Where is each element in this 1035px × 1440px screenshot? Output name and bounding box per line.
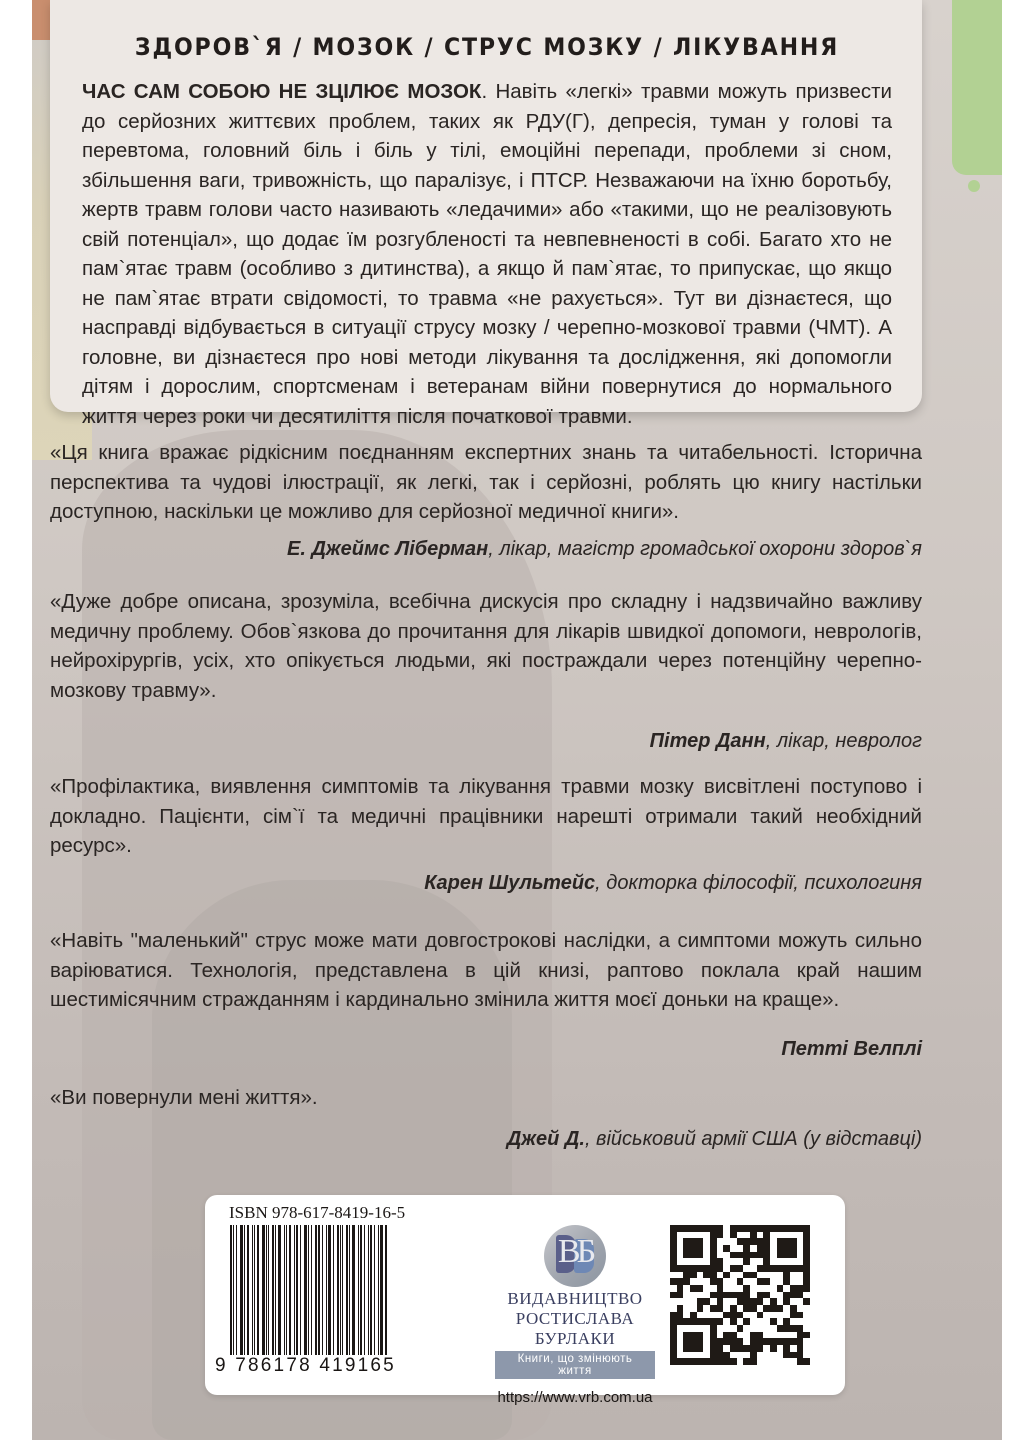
reviewer-name: Карен Шультейс <box>424 871 596 894</box>
reviewer-role: , військовий армії США (у відставці) <box>584 1127 922 1150</box>
blurb-card <box>50 0 922 428</box>
publisher-logo-icon: ВБ <box>544 1225 606 1287</box>
review-1 <box>50 438 922 563</box>
review-quote: «Ви повернули мені життя». <box>50 1086 318 1109</box>
decorative-paint-green <box>952 0 1002 175</box>
review-2 <box>50 587 922 755</box>
reviewer-name: Петті Велплі <box>781 1037 922 1060</box>
decorative-paint-drop <box>968 180 980 192</box>
review-attribution <box>50 869 922 897</box>
review-quote: «Навіть "маленький" струс може мати довгострокові наслідки, а симптоми можуть сильно варіюватися. Технологія, представлена в цій книзі, раптово поклала край нашим шестимісячним стражданням і кардинально змінила життя моєї доньки на краще». <box>50 929 922 1011</box>
publisher-url[interactable]: https://www.vrb.com.ua <box>497 1389 653 1406</box>
review-attribution <box>50 535 922 563</box>
reviewer-name: Пітер Данн <box>649 730 766 752</box>
barcode-digits: 9 786178 419165 <box>215 1355 396 1376</box>
blurb-text <box>82 77 892 431</box>
publisher-name-line1: ВИДАВНИЦТВО <box>507 1289 643 1308</box>
barcode-icon <box>230 1225 390 1365</box>
review-attribution <box>50 1125 922 1153</box>
reviewer-role: , лікар, невролог <box>765 730 922 752</box>
blurb-lead: ЧАС САМ СОБОЮ НЕ ЗЦІЛЮЄ МОЗОК <box>82 80 482 103</box>
review-attribution <box>50 727 922 755</box>
publisher-name-line2: РОСТИСЛАВА БУРЛАКИ <box>515 1309 635 1348</box>
review-4 <box>50 926 922 1063</box>
reviewer-name: Джей Д. <box>506 1127 585 1150</box>
publisher-block <box>495 1225 655 1406</box>
reviewer-role: , лікар, магістр громадської охорони здоров`я <box>488 537 922 560</box>
review-quote: «Ця книга вражає рідкісним поєднанням експертних знань та читабельності. Історична перспектива та чудові ілюстрації, як легкі, так і серйозні, роблять цю книгу настільки доступною, наскільки це можливо для серйозної медичної книги». <box>50 441 922 523</box>
isbn-panel <box>205 1195 845 1406</box>
publisher-slogan: Книги, що змінюють життя <box>495 1351 655 1379</box>
isbn-label: ISBN 978-617-8419-16-5 <box>229 1203 406 1222</box>
reviewer-role: , докторка філософії, психологиня <box>595 871 922 894</box>
review-quote: «Дуже добре описана, зрозуміла, всебічна дискусія про складну і надзвичайно важливу медичну проблему. Обов`язкова до прочитання для лікарів швидкої допомоги, неврологів, нейрохірургів, усіх, хто опікується людьми, які постраждали через потенційну черепно-мозкову травму». <box>50 590 922 702</box>
reviewer-name: Е. Джеймс Ліберман <box>287 537 489 560</box>
review-attribution <box>50 1035 922 1063</box>
review-quote: «Профілактика, виявлення симптомів та лікування травми мозку висвітлені поступово і докладно. Пацієнти, сім`ї та медичні працівники нарешті отримали такий необхідний ресурс». <box>50 775 922 857</box>
qr-code-icon[interactable] <box>670 1225 810 1365</box>
blurb-body: . Навіть «легкі» травми можуть призвести до серйозних життєвих проблем, таких як РДУ(Г), депресія, туман у голові та перевтома, головний біль і біль у тілі, емоційні перепади, проблеми зі сном, збільшення ваги, тривожність, що паралізує, і ПТСР. Незважаючи на їхню боротьбу, жертв травм голови часто називають «ледачими» або «такими, що не реалізовують свій потенціал», що додає їм розгубленості та невпевненості в собі. Багато хто не пам`ятає травм (особливо з дитинства), а якщо й пам`ятає, то припускає, що якщо не пам`ятає втрати свідомості, то травма «не рахується». Тут ви дізнаєтеся, що насправді відбувається в ситуації струсу мозку / черепно-мозкової травми (ЧМТ). А головне, ви дізнаєтеся про нові методи лікування та дослідження, які допомогли дітям і дорослим, спортсменам і ветеранам війни повернутися до нормального життя через роки чи десятиліття після початкової травми. <box>82 80 892 428</box>
review-5 <box>50 1083 922 1153</box>
review-3 <box>50 772 922 897</box>
category-heading: ЗДОРОВ`Я / МОЗОК / СТРУС МОЗКУ / ЛІКУВАННЯ <box>134 33 840 61</box>
